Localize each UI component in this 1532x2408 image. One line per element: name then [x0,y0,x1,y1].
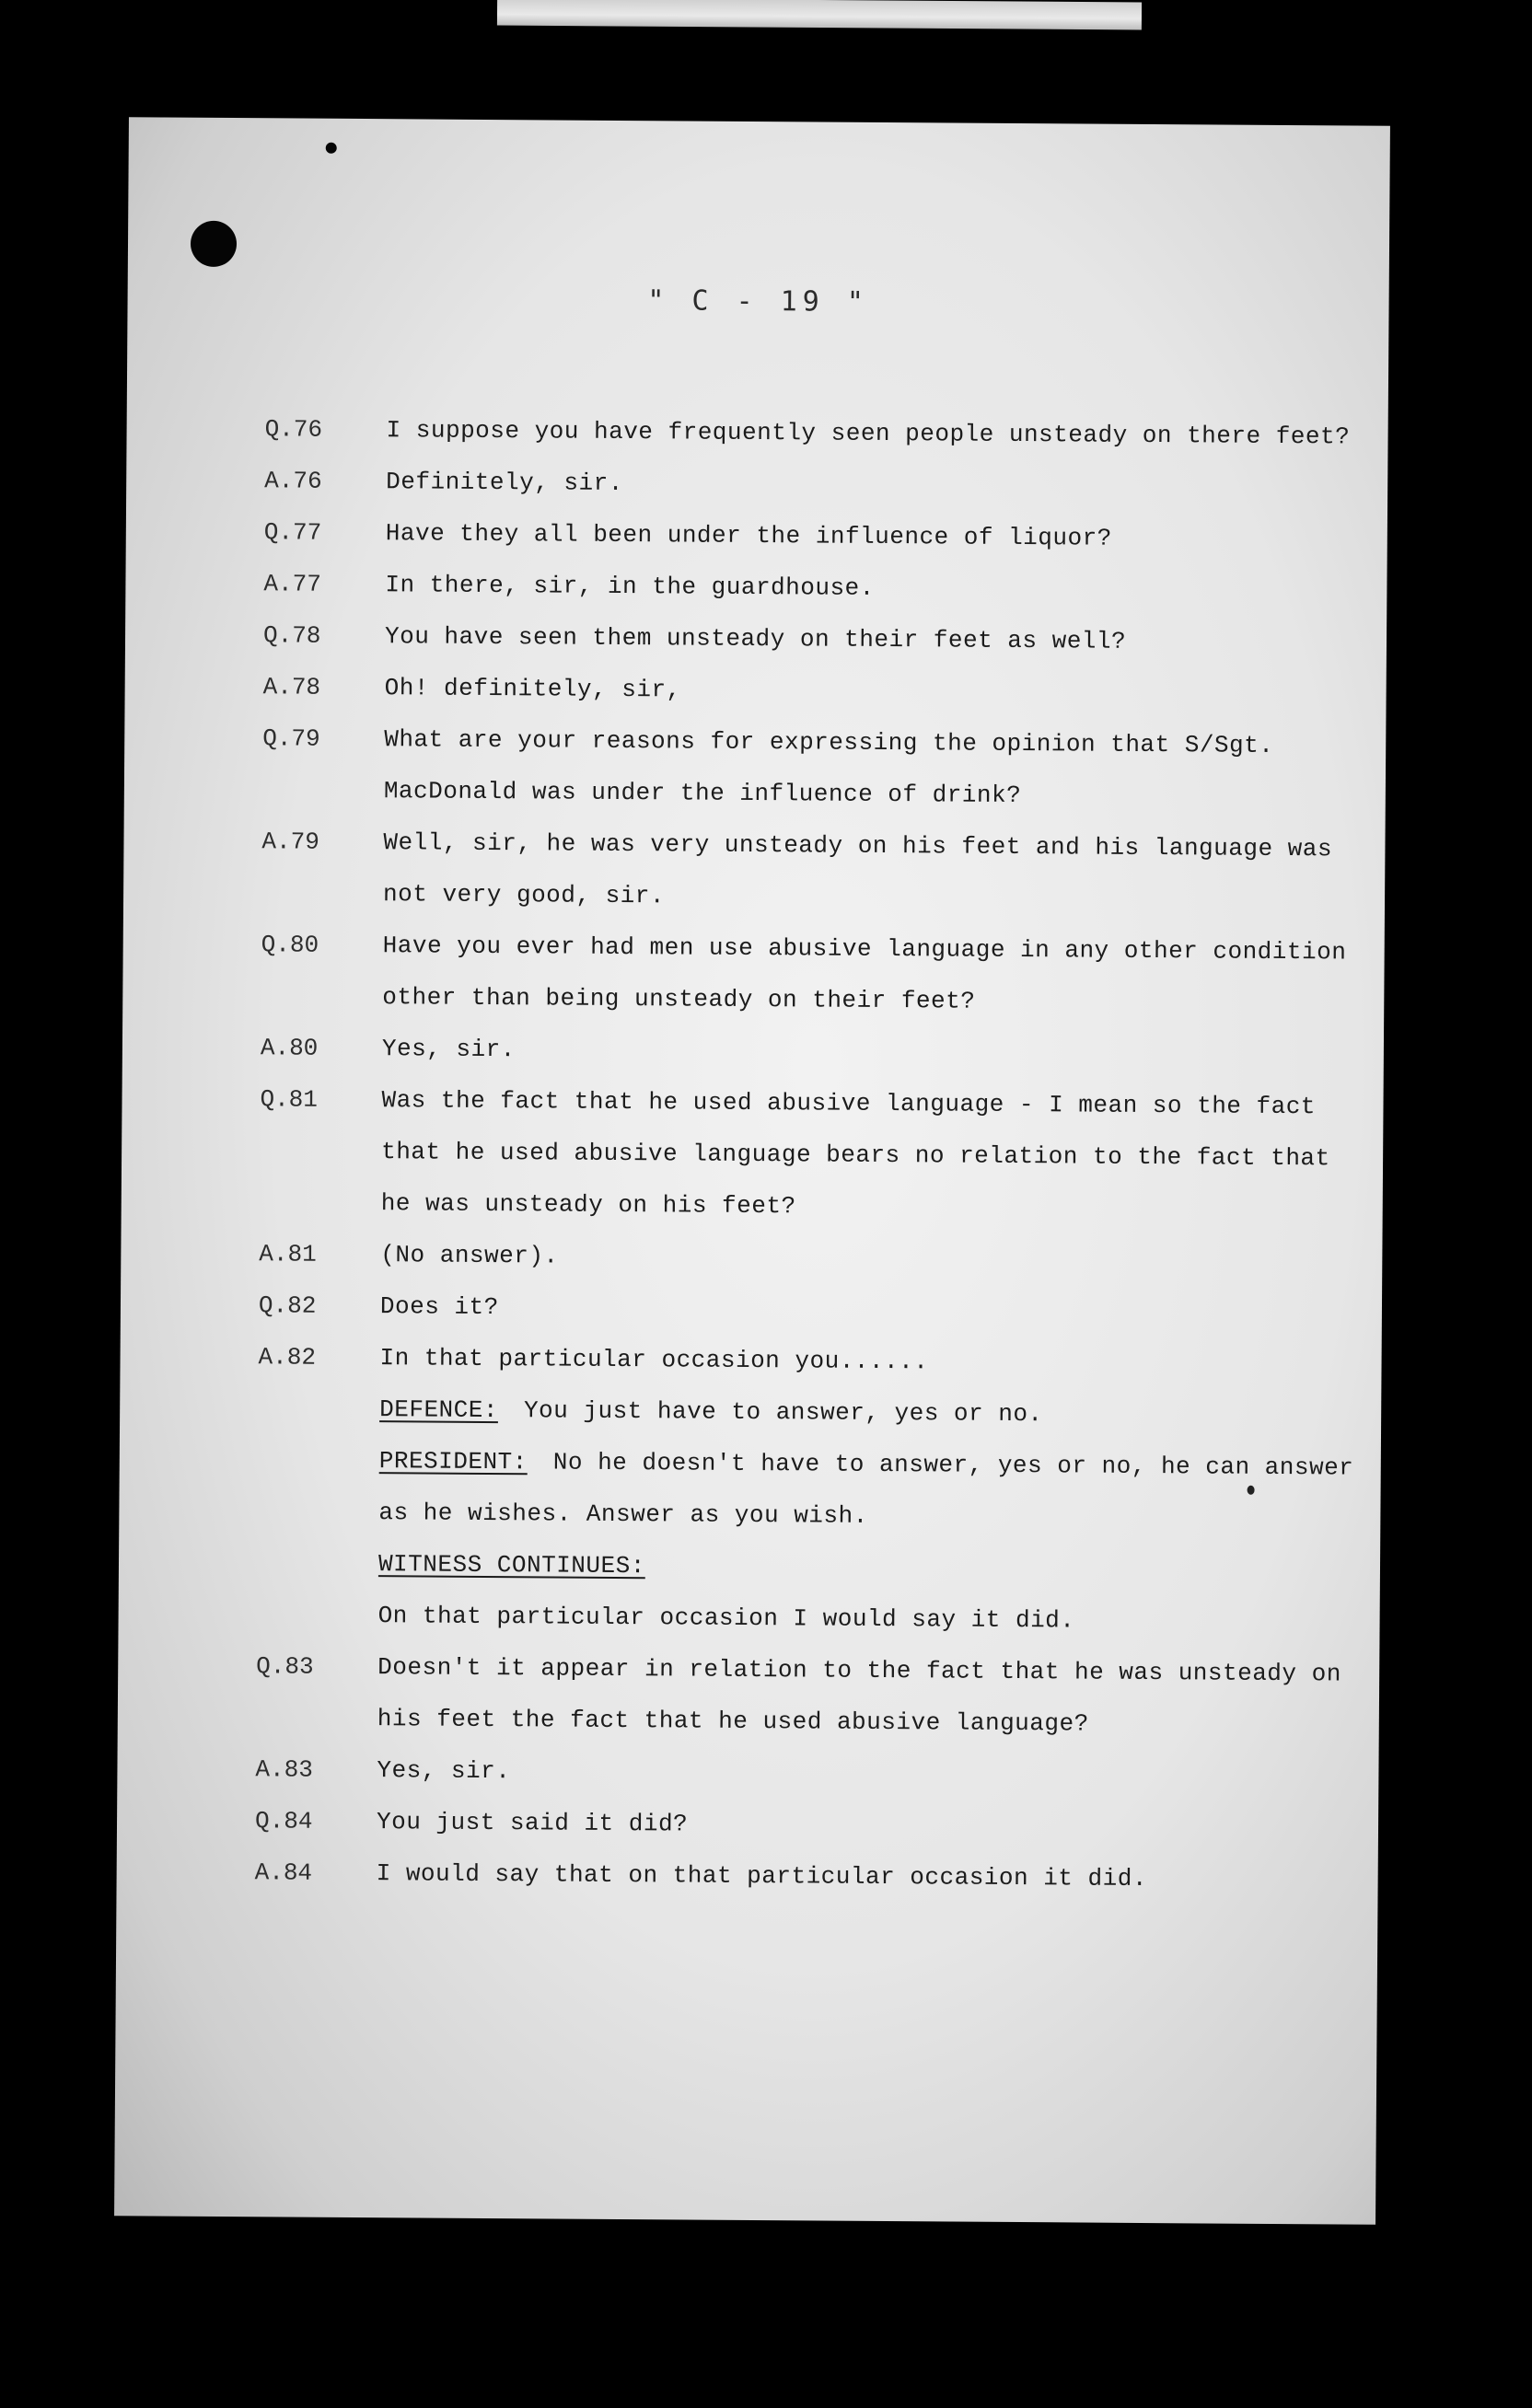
entry-text: Doesn't it appear in relation to the fact that he was unsteady on his feet the fact that he used abusive language? [377,1653,1341,1738]
entry-number: A.77 [263,570,321,598]
entry-text: Oh! definitely, sir, [384,674,681,704]
transcript-entry [263,558,1368,617]
defence-statement [258,1383,1363,1441]
transcript [254,403,1369,1905]
witness-statement [256,1589,1361,1648]
ink-spot [326,143,337,154]
entry-number: A.83 [255,1755,313,1784]
entry-text: I suppose you have frequently seen people unsteady on there feet? [386,416,1351,451]
transcript-entry [263,609,1368,668]
entry-number: Q.81 [260,1085,319,1114]
entry-number: Q.76 [264,415,323,444]
entry-text: Well, sir, he was very unsteady on his feet and his language was not very good, sir. [382,828,1333,910]
entry-number: A.82 [258,1343,317,1372]
entry-number: Q.77 [263,518,322,547]
entry-number: Q.84 [254,1807,313,1835]
president-statement [257,1434,1363,1545]
entry-text: Have they all been under the influence of liquor? [385,519,1112,552]
transcript-entry [262,712,1368,823]
entry-number: Q.82 [258,1291,317,1320]
transcript-entry [256,1640,1362,1751]
transcript-entry [264,506,1369,565]
transcript-entry [262,661,1367,720]
defence-text: You just have to answer, yes or no. [523,1396,1043,1429]
entry-text: Was the fact that he used abusive language - I mean so the fact that he used abusive language bears no relation to the fact that he was unsteady on his feet? [380,1086,1330,1221]
defence-label: DEFENCE: [379,1395,499,1425]
witness-text: On that particular occasion I would say it did. [377,1602,1075,1635]
entry-number: Q.79 [262,724,320,753]
entry-text: I would say that on that particular occasion it did. [376,1859,1148,1893]
entry-text: (No answer). [380,1241,559,1270]
transcript-entry [261,816,1367,926]
witness-heading [257,1537,1362,1596]
entry-number: A.78 [262,673,321,701]
president-label: PRESIDENT: [378,1447,528,1476]
transcript-entry [261,919,1366,1029]
entry-number: A.81 [259,1240,317,1268]
entry-number: A.76 [264,467,322,495]
entry-number: A.80 [260,1034,319,1062]
transcript-entry [255,1743,1360,1802]
attached-paper-tab [497,0,1142,29]
entry-text: In there, sir, in the guardhouse. [385,571,875,602]
transcript-entry [261,1022,1365,1081]
entry-text: Definitely, sir. [386,468,623,498]
entry-text: What are your reasons for expressing the opinion that S/Sgt. MacDonald was under the influence of drink? [383,725,1274,810]
entry-number: A.84 [254,1858,313,1887]
president-text: No he doesn't have to answer, yes or no, he can answer as he wishes. Answer as you wish. [378,1448,1354,1530]
punch-hole [191,221,237,267]
witness-label: WITNESS CONTINUES: [377,1550,645,1580]
entry-number: A.79 [261,828,320,856]
entry-text: You have seen them unsteady on their feet as well? [384,622,1127,655]
entry-number: Q.80 [261,931,319,959]
transcript-entry [260,1073,1365,1235]
transcript-entry [259,1228,1364,1287]
entry-number: Q.83 [256,1652,314,1681]
transcript-entry [254,1847,1359,1905]
transcript-entry [258,1331,1363,1390]
entry-text: Have you ever had men use abusive language in any other condition other than being unsteady on their feet? [382,932,1347,1015]
transcript-entry [264,455,1369,514]
entry-text: Yes, sir. [377,1756,511,1786]
transcript-entry [255,1795,1360,1854]
transcript-entry [264,403,1369,462]
entry-text: Does it? [379,1292,499,1322]
page-title: " C - 19 " [647,284,870,318]
entry-text: In that particular occasion you...... [379,1344,929,1376]
transcript-entry [259,1279,1364,1338]
entry-text: You just said it did? [376,1808,689,1838]
document-page [114,117,1390,2225]
entry-number: Q.78 [262,621,321,650]
entry-text: Yes, sir. [381,1035,516,1064]
